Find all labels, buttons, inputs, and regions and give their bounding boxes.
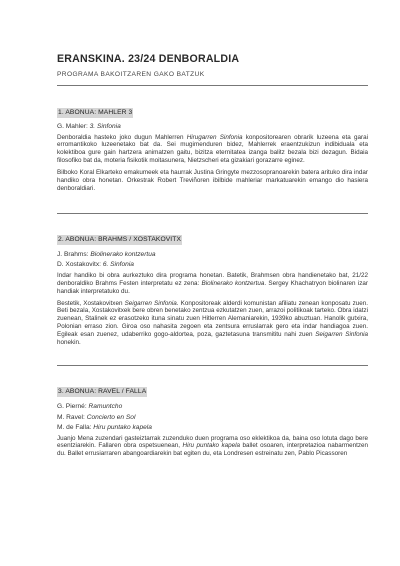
text-run: konpositorearen obrarik luzeena eta garai erromantikoko luzeenetako bat da. Sei mugimenduren bidez, Mahlerrek eraentzukizun indibiduala eta kolektiboa gure gain hartzera animatzen gaitu, bizitza eternitatea izanga balitz bezala bizi dezagun. Bidaia filosofiko bat da, moteria fisikotik moitasunera, Nietzscheri eta gizakiari gorazarre eginez. [57,133,368,165]
composer-name: D. Xostakovitx: [57,261,103,269]
composer-name: G. Pierné: [57,403,89,410]
text-run: Juanjo Mena zuzendari gasteiztarrak zuzenduko duen programa oso eklektikoa da, baina oso lotuta dago bere esentziarekin. Fallaren obra ospetsuenean, [57,434,368,450]
italic-title-run: Seigarren Sinfonia [124,299,177,307]
italic-title-run: Hiru puntako kapela [182,442,241,450]
italic-title-run: Biolinerako kontzertua [201,279,265,287]
section-heading: 3. ABONUA: RAVEL / FALLA [58,388,147,395]
sections-container [57,86,368,458]
work-line [57,424,368,432]
work-line [57,251,368,259]
work-title: Hiru puntako kapela [93,424,152,431]
text-run: ballet osoaren, interpretazioa nabarmentzen du. Ballet errusiarraren abangoardiarekin bat egiten du, eta Londresen estreinatu zen, Pablo Picassoren [57,442,368,458]
body-paragraph [57,272,368,296]
text-run: honekin. [57,339,81,347]
work-line [57,403,368,411]
work-line [57,414,368,422]
work-line [57,261,368,269]
section-1 [57,86,368,214]
text-run: Bilboko Koral Elkarteko emakumeek eta haurrak Justina Gringyte mezzosopranoarekin batera arituko dira indar handiko obra honetan. Orkestrak Robert Treviñoren ibilbide mahleriar markatuarekin emango dio hasiera denboraldiari. [57,169,368,192]
work-title: Concierto en Sol [86,413,136,421]
text-run: Denboraldia hasteko joko dugun Mahlerren [57,133,187,141]
text-run: . Konpositoreak alderdi komunistan afiliatu zenean konposatu zuen. Beti bezala, Xostakovitxek bere obren benetako zentzua ezkutatzen zuen, arrazoi politikoak tarteko. Obra idatzi zuenean, Stalinek ez erasotzeko ituna sinatu zuen Hitlerren Alemaniarekin, 1939ko abuztuan. Hanolik gutxira, Polonian erraso zion. Giroa oso nahasita zegoen eta zentsura erruslarrak gero eta indar handiagoa zuen. Egileak esan zuenez, udaberriko gogo-aldortea, poza, gaztetasuna transmititu nahi zuen [57,299,368,339]
section-divider [57,365,368,366]
body-paragraph [57,300,368,347]
work-title: 3. Sinfonia [89,123,121,130]
work-title: Ramuntcho [88,403,123,410]
composer-name: J. Brahms: [57,250,91,258]
composer-name: M. de Falla: [57,424,94,431]
body-paragraph [57,435,368,459]
document-subtitle: PROGRAMA BAKOITZAREN GAKO BATZUK [57,71,205,78]
composer-name: M. Ravel: [57,413,87,421]
section-heading: 1. ABONUA: MAHLER 3 [58,109,133,116]
section-heading: 2. ABONUA: BRAHMS / XOSTAKOVITX [58,235,182,243]
section-3 [57,380,368,458]
body-paragraph [57,134,368,166]
text-run: . Sergey Khachatryon biolinaren izar handiak interpretatuko du. [57,279,368,295]
work-title: Biolinerako kontzertua [90,250,156,258]
text-run: Bestetik, Xostakovitxen [57,299,125,307]
italic-title-run: Seigarren Sinfonia [315,331,368,339]
section-2 [57,228,368,366]
body-paragraph [57,169,368,193]
italic-title-run: Hirugarren Sinfonia [186,133,243,141]
text-run: Indar handiko bi obra aurkeztuko dira programa honetan. Batetik, Brahmsen obra handienetako bat, 21/22 denboraldiko Brahms Festen interpretatu ez zena: [57,271,368,287]
work-title: 6. Sinfonia [102,261,134,269]
section-divider [57,213,368,214]
composer-name: G. Mahler: [57,123,90,130]
document-title: ERANSKINA. 23/24 DENBORALDIA [57,53,240,65]
work-line [57,123,368,131]
